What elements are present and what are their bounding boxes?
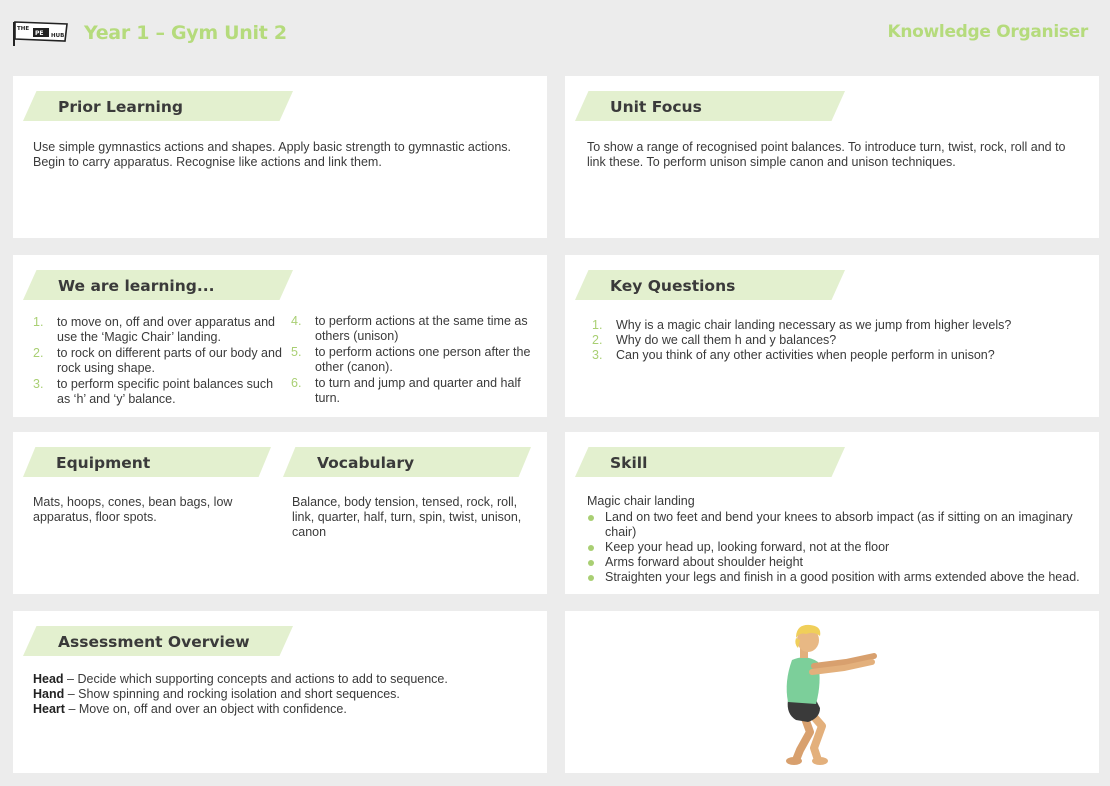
assessment-line-heart (33, 702, 533, 717)
equipment-heading: Equipment (56, 454, 151, 472)
assessment-label: Head (33, 672, 64, 686)
prior-learning-heading: Prior Learning (58, 98, 183, 116)
list-item (33, 315, 287, 345)
list-number: 2. (592, 333, 603, 347)
learning-card (13, 255, 547, 417)
list-number: 6. (291, 376, 302, 390)
list-text: Can you think of any other activities when people perform in unison? (616, 348, 995, 362)
skill-intro: Magic chair landing (587, 494, 695, 508)
list-text: to rock on different parts of our body and rock using shape. (57, 346, 282, 375)
skill-card (565, 432, 1099, 594)
assessment-line-hand (33, 687, 533, 702)
skill-heading: Skill (610, 454, 648, 472)
list-item (592, 333, 1087, 348)
list-number: 5. (291, 345, 302, 359)
list-number: 4. (291, 314, 302, 328)
list-item (33, 346, 287, 376)
logo-text-hub: HUB (51, 33, 65, 39)
skill-bullets (587, 510, 1087, 585)
page-title: Year 1 – Gym Unit 2 (84, 22, 287, 44)
assessment-label: Heart (33, 702, 65, 716)
bullet-dot-icon (588, 515, 594, 521)
magic-chair-figure (774, 622, 884, 767)
prior-learning-card (13, 76, 547, 238)
logo-text-the: THE (17, 26, 30, 32)
list-item (587, 540, 1087, 555)
list-text: to perform actions at the same time as others (unison) (315, 314, 528, 343)
list-text: to turn and jump and quarter and half turn. (315, 376, 521, 405)
key-questions-heading: Key Questions (610, 277, 736, 295)
assessment-card (13, 611, 547, 773)
assessment-text: – Show spinning and rocking isolation and short sequences. (64, 687, 400, 701)
list-item (291, 345, 531, 375)
list-text: Keep your head up, looking forward, not at the floor (605, 540, 890, 554)
bullet-dot-icon (588, 560, 594, 566)
vocabulary-text: Balance, body tension, tensed, rock, roll, link, quarter, half, turn, spin, twist, unison, canon (292, 495, 522, 539)
prior-learning-text: Use simple gymnastics actions and shapes. Apply basic strength to gymnastic actions. Begin to carry apparatus. Recognise like actions and link them. (33, 140, 512, 169)
list-text: Why do we call them h and y balances? (616, 333, 837, 347)
list-number: 1. (33, 315, 44, 329)
list-text: to perform actions one person after the other (canon). (315, 345, 531, 374)
assessment-text: – Decide which supporting concepts and actions to add to sequence. (63, 672, 448, 686)
assessment-line-head (33, 672, 533, 687)
unit-focus-heading: Unit Focus (610, 98, 702, 116)
equipment-vocabulary-card (13, 432, 547, 594)
list-item (592, 348, 1087, 363)
list-item (587, 570, 1087, 585)
learning-heading: We are learning... (58, 277, 215, 295)
logo-flag-icon (11, 19, 69, 47)
vocabulary-heading: Vocabulary (317, 454, 415, 472)
list-item (33, 377, 287, 407)
list-text: to move on, off and over apparatus and use the ‘Magic Chair’ landing. (57, 315, 275, 344)
bullet-dot-icon (588, 545, 594, 551)
equipment-text: Mats, hoops, cones, bean bags, low apparatus, floor spots. (33, 495, 233, 524)
key-questions-card (565, 255, 1099, 417)
logo-text-pe: PE (35, 30, 44, 37)
bullet-dot-icon (588, 575, 594, 581)
assessment-label: Hand (33, 687, 65, 701)
learning-list-right (291, 314, 531, 407)
learning-list-left (33, 315, 287, 408)
assessment-heading: Assessment Overview (58, 633, 250, 651)
list-text: Straighten your legs and finish in a good position with arms extended above the head. (605, 570, 1080, 584)
key-questions-list (592, 318, 1087, 363)
list-text: Arms forward about shoulder height (605, 555, 804, 569)
assessment-text: – Move on, off and over an object with confidence. (64, 702, 347, 716)
list-number: 3. (33, 377, 44, 391)
list-item (291, 314, 531, 344)
list-number: 2. (33, 346, 44, 360)
unit-focus-text: To show a range of recognised point balances. To introduce turn, twist, rock, roll and to link these. To perform unison simple canon and unison techniques. (587, 140, 1066, 169)
list-text: to perform specific point balances such as ‘h’ and ‘y’ balance. (57, 377, 274, 406)
list-number: 1. (592, 318, 603, 332)
list-text: Land on two feet and bend your knees to absorb impact (as if sitting on an imaginary chair) (605, 510, 1073, 539)
list-number: 3. (592, 348, 603, 362)
list-item (587, 555, 1087, 570)
assessment-lines (33, 672, 533, 717)
list-item (291, 376, 531, 406)
page-subtitle: Knowledge Organiser (887, 22, 1088, 42)
list-text: Why is a magic chair landing necessary as we jump from higher levels? (616, 318, 1012, 332)
unit-focus-card (565, 76, 1099, 238)
list-item (587, 510, 1087, 540)
list-item (592, 318, 1087, 333)
